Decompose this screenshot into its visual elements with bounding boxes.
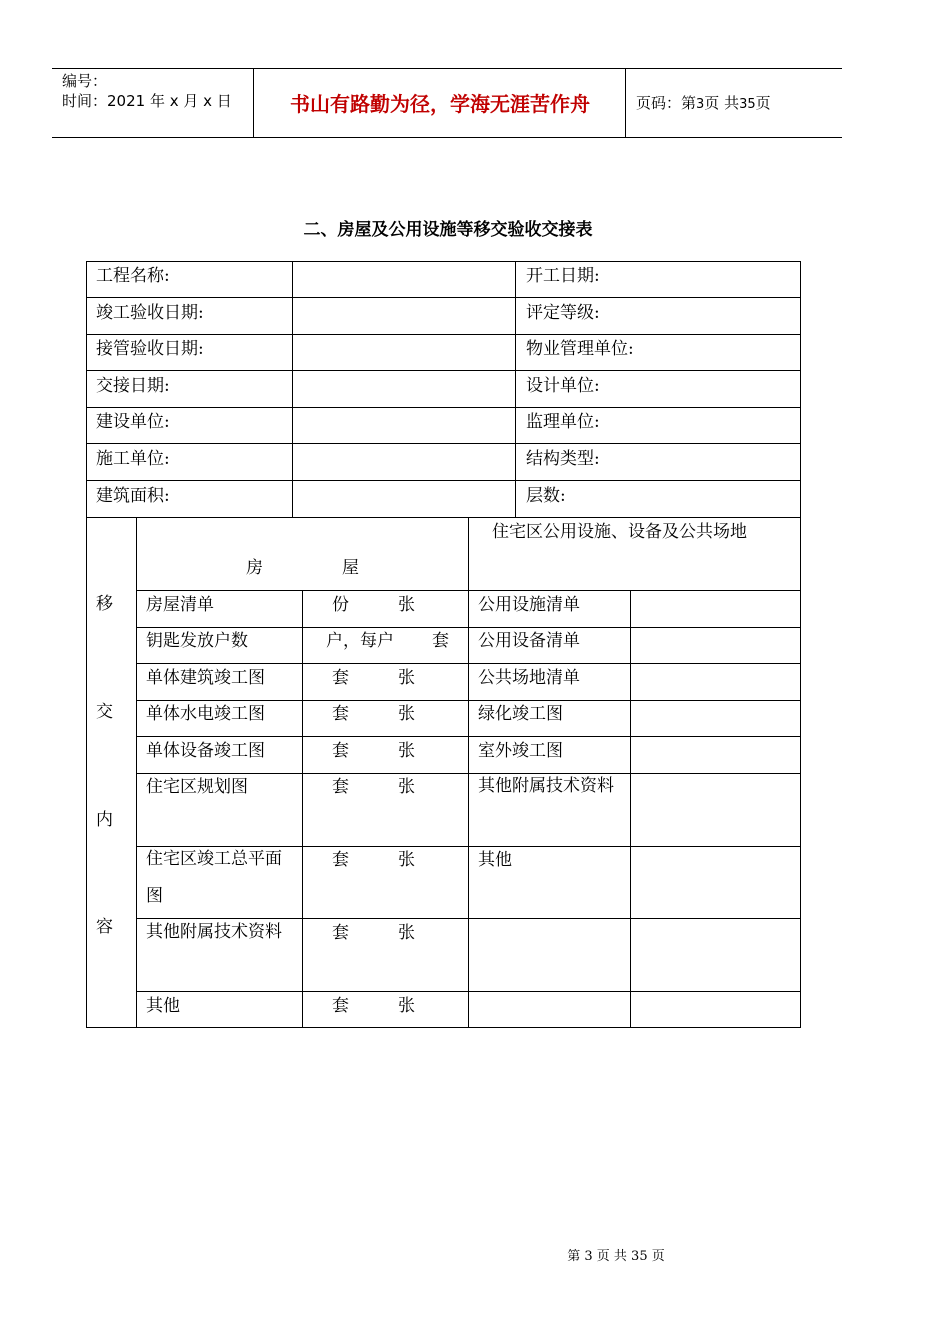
row-divider [86,407,801,408]
header-page-number [636,93,771,115]
qty-unit: 套 [332,741,349,761]
qty-unit: 套 [432,631,449,651]
field-label-project-name: 工程名称: [96,266,170,286]
table-border [86,261,87,1028]
column-divider [302,590,303,1028]
column-divider [515,261,516,517]
public-item: 公共场地清单 [478,668,580,688]
document-date: 时间：2021 年 x 月 x 日 [62,92,232,110]
table-border [86,1027,801,1028]
qty-unit: 张 [398,595,415,615]
house-item: 其他附属技术资料 [146,922,282,942]
page-total: 35 [739,97,756,112]
qty-unit: 套 [332,850,349,870]
qty-unit: 张 [398,668,415,688]
qty-unit: 张 [398,923,415,943]
page-current: 3 [696,97,705,112]
qty-unit: 张 [398,741,415,761]
house-item: 钥匙发放户数 [146,631,248,651]
row-divider [136,663,801,664]
form-title: 二、房屋及公用设施等移交验收交接表 [303,220,593,240]
qty-unit: 套 [332,704,349,724]
qty-unit: 份 [332,595,349,615]
public-item: 公用设施清单 [478,595,580,615]
public-item: 室外竣工图 [478,741,563,761]
section-label-char: 移 [96,594,113,614]
house-item: 单体设备竣工图 [146,741,265,761]
house-item: 房屋清单 [146,595,214,615]
qty-unit: 张 [398,704,415,724]
header-meta [62,71,232,111]
qty-unit: 套 [332,668,349,688]
row-divider [136,773,801,774]
header-divider [625,69,626,137]
table-border [86,261,801,262]
public-item: 公用设备清单 [478,631,580,651]
field-label-developer: 建设单位: [96,412,170,432]
page-suffix: 页 [755,94,771,112]
qty-unit: 套 [332,777,349,797]
row-divider [136,736,801,737]
house-item: 单体水电竣工图 [146,704,265,724]
field-label-floors: 层数: [526,486,566,506]
house-item: 单体建筑竣工图 [146,668,265,688]
page-mid: 页 共 [704,94,740,112]
field-label-completion-date: 竣工验收日期: [96,303,204,323]
house-item: 住宅区竣工总平面图 [146,849,282,906]
row-divider [136,700,801,701]
field-label-start-date: 开工日期: [526,266,600,286]
column-divider [292,261,293,517]
row-divider [136,627,801,628]
field-label-supervisor: 监理单位: [526,412,600,432]
qty-unit: 张 [398,850,415,870]
field-label-contractor: 施工单位: [96,449,170,469]
house-item: 其他 [146,996,180,1016]
row-divider [86,480,801,481]
page-footer: 第 3 页 共 35 页 [567,1249,665,1264]
field-label-design-unit: 设计单位: [526,376,600,396]
public-item: 绿化竣工图 [478,704,563,724]
public-item: 其他附属技术资料 [478,776,614,796]
house-item: 住宅区规划图 [146,777,248,797]
row-divider [86,443,801,444]
row-divider [136,590,801,591]
field-label-takeover-date: 接管验收日期: [96,339,204,359]
row-divider [86,370,801,371]
qty-unit: 张 [398,996,415,1016]
field-label-handover-date: 交接日期: [96,376,170,396]
row-divider [86,517,801,518]
handover-table [86,261,801,1028]
section-label-char: 内 [96,810,113,830]
qty-unit: 套 [332,996,349,1016]
field-label-property-manager: 物业管理单位: [526,339,634,359]
table-border [800,261,801,1028]
public-facilities-header: 住宅区公用设施、设备及公共场地 [492,522,747,542]
section-label-char: 交 [96,702,113,722]
qty-unit: 户，每户 [326,631,394,651]
row-divider [136,991,801,992]
page-prefix: 页码：第 [636,94,697,112]
qty-unit: 套 [332,923,349,943]
public-item: 其他 [478,850,512,870]
field-label-structure-type: 结构类型: [526,449,600,469]
column-divider [630,590,631,1028]
field-label-floor-area: 建筑面积: [96,486,170,506]
qty-unit: 张 [398,777,415,797]
section-label-char: 容 [96,917,113,937]
house-header-char: 屋 [342,558,359,578]
row-divider [86,297,801,298]
header-motto: 书山有路勤为径，学海无涯苦作舟 [290,92,590,116]
field-label-quality-grade: 评定等级: [526,303,600,323]
row-divider [86,334,801,335]
document-number-label: 编号： [62,72,108,90]
page-header [52,68,842,138]
house-header-char: 房 [246,558,263,578]
